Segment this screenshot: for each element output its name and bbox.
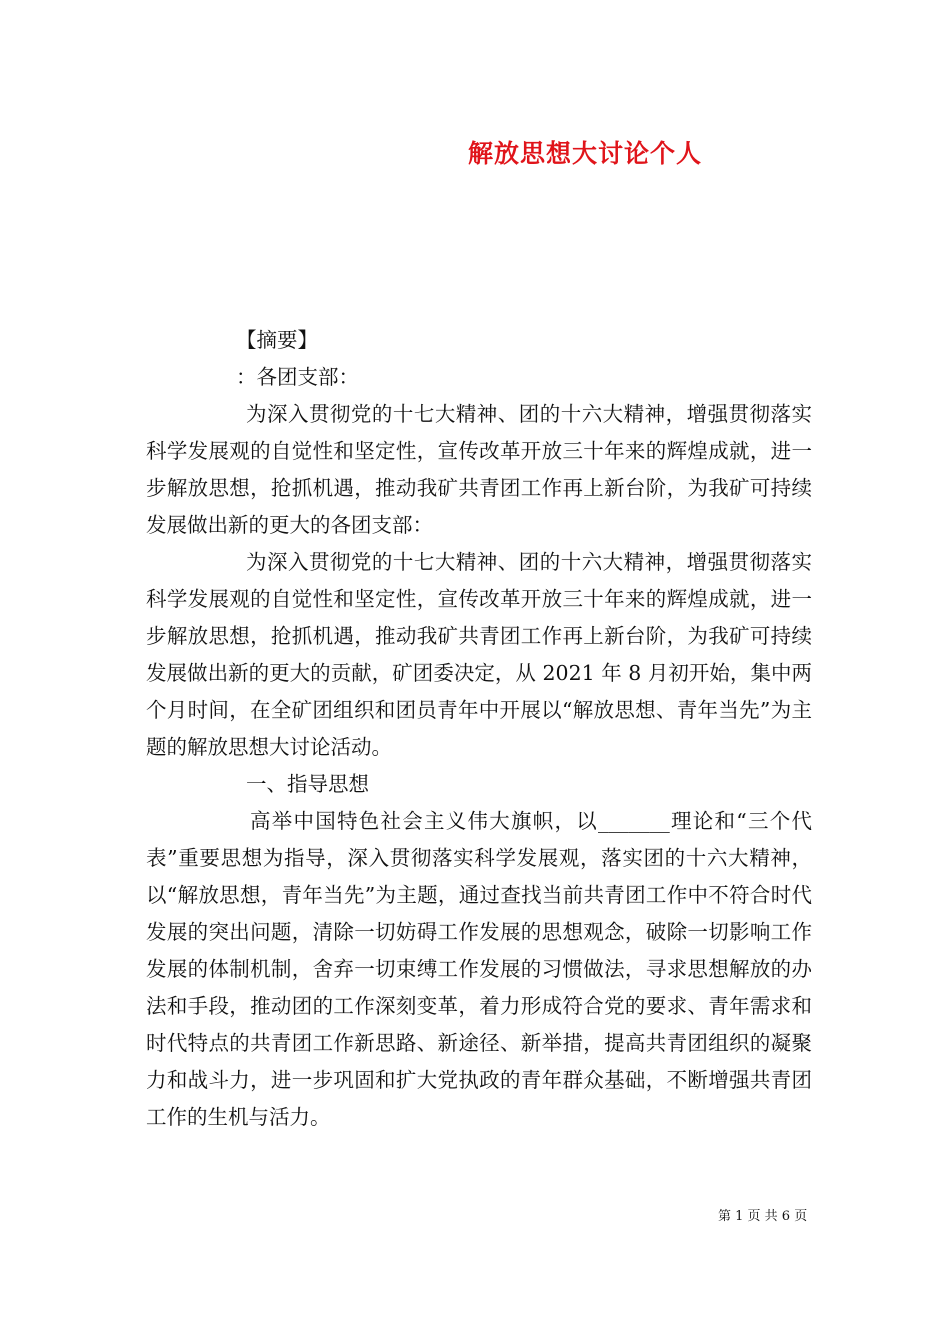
document-title: 解放思想大讨论个人 — [468, 139, 703, 168]
abstract-label: 【摘要】 — [236, 328, 318, 352]
salutation: ：各团支部： — [236, 365, 359, 389]
page-number: 第 1 页 共 6 页 — [718, 1209, 808, 1224]
paragraph-3: 高举中国特色社会主义伟大旗帜，以_______理论和“三个代表”重要思想为指导，深入贯彻落实科学发展观，落实团的十六大精神，以“解放思想，青年当先”为主题，通过查找当前共青团工作中不符合时代发展的突出问题，清除一切妨碍工作发展的思想观念，破除一切影响工作发展的体制机制，舍弃一切束缚工作发展的习惯做法，寻求思想解放的办法和手段，推动团的工作深刻变革，着力形成符合党的要求、青年需求和时代特点的共青团工作新思路、新途径、新举措，提高共青团组织的凝聚力和战斗力，进一步巩固和扩大党执政的青年群众基础，不断增强共青团工作的生机与活力。 — [146, 809, 812, 1129]
paragraph-1: 为深入贯彻党的十七大精神、团的十六大精神，增强贯彻落实科学发展观的自觉性和坚定性，宣传改革开放三十年来的辉煌成就，进一步解放思想，抢抓机遇，推动我矿共青团工作再上新台阶，为我矿可持续发展做出新的更大的各团支部： — [146, 402, 812, 537]
section-heading-guiding-thought: 一、指导思想 — [246, 772, 369, 796]
paragraph-2: 为深入贯彻党的十七大精神、团的十六大精神，增强贯彻落实科学发展观的自觉性和坚定性，宣传改革开放三十年来的辉煌成就，进一步解放思想，抢抓机遇，推动我矿共青团工作再上新台阶，为我矿可持续发展做出新的更大的贡献，矿团委决定，从 2021 年 8 月初开始，集中两个月时间，在全矿团组织和团员青年中开展以“解放思想、青年当先”为主题的解放思想大讨论活动。 — [146, 550, 812, 759]
document-body — [146, 322, 812, 1136]
